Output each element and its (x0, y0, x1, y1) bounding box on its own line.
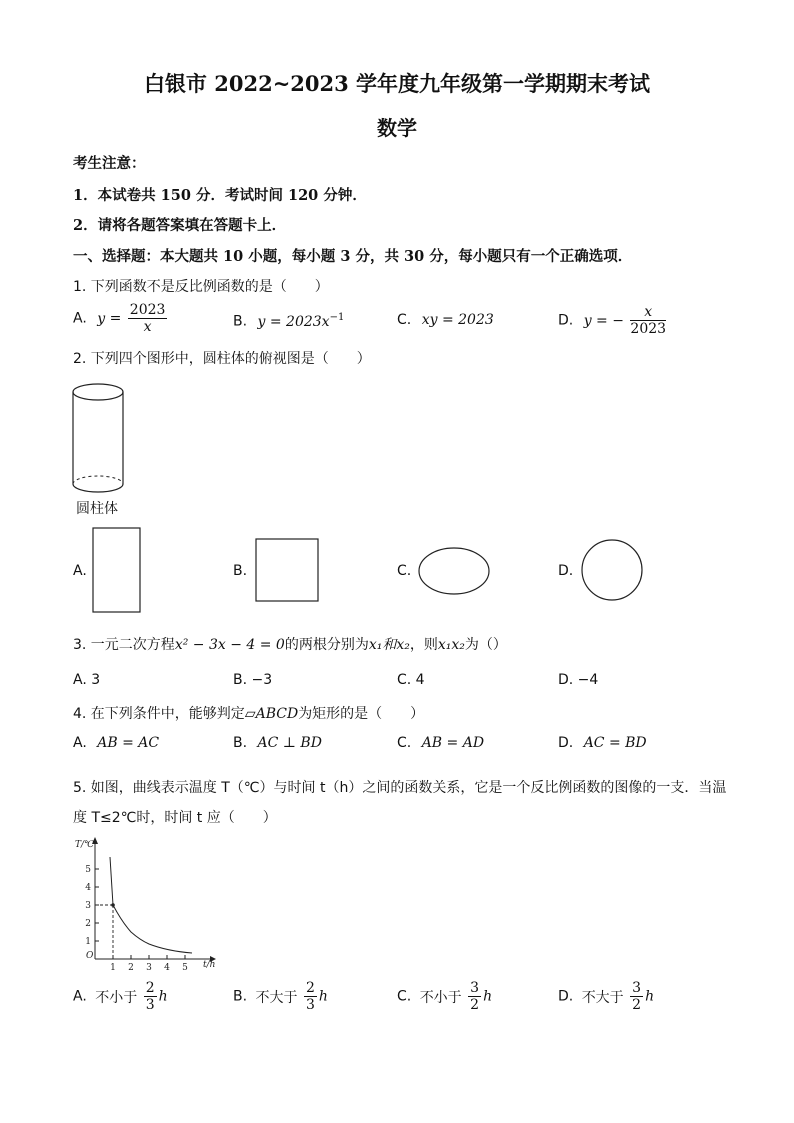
q2-stem: 2. 下列四个图形中，圆柱体的俯视图是（ ） (73, 351, 371, 367)
graph-origin-label: O (86, 951, 94, 961)
graph-x-tick: 1 (110, 963, 116, 970)
graph-y-tick: 1 (85, 937, 91, 947)
q2-option-d-circle (580, 538, 646, 604)
graph-x-axis-label: t/h (203, 960, 216, 970)
notice-heading: 考生注意： (73, 155, 146, 172)
q3-option-c: C. 4 (397, 672, 425, 688)
q5-stem-line1: 5. 如图，曲线表示温度 T（℃）与时间 t（h）之间的函数关系，它是一个反比例函数的图像的一支．当温 (73, 780, 727, 796)
graph-y-tick: 3 (85, 901, 91, 911)
q5-temperature-graph (70, 832, 220, 970)
q3-option-a: A. 3 (73, 672, 101, 688)
q5-option-a: A. 不小于 $\frac{2}{3}$ h (73, 980, 168, 1013)
q2-option-b-label: B. (233, 563, 248, 579)
q1-stem: 1. 下列函数不是反比例函数的是（ ） (73, 279, 329, 295)
q4-option-b: B. AC ⊥ BD (233, 735, 322, 751)
cylinder-figure (66, 378, 136, 498)
q2-option-a-rectangle (92, 527, 144, 615)
q2-option-c-ellipse (417, 546, 493, 598)
q5-stem-line2: 度 T≤2℃时，时间 t 应（ ） (73, 810, 277, 826)
q2-option-b-square (255, 538, 321, 604)
q1-option-b: B. $y = 2023x^{-1}$ (233, 312, 345, 330)
subject-title: 数学 (377, 116, 417, 140)
q1-option-a: A. y = $\frac{2023}{x}$ (73, 302, 166, 335)
q2-option-d-label: D. (558, 563, 574, 579)
q3-stem: 3. 一元二次方程x² − 3x − 4 = 0的两根分别为x₁和x₂，则x₁x₂为（） (73, 637, 507, 653)
graph-y-tick: 2 (85, 919, 91, 929)
graph-x-tick: 5 (182, 963, 188, 970)
q4-option-a: A. AB = AC (73, 735, 160, 751)
q2-option-c-label: C. (397, 563, 412, 579)
q2-option-a-label: A. (73, 563, 87, 579)
graph-y-tick: 5 (85, 865, 91, 875)
notice-item-2: 2．请将各题答案填在答题卡上． (73, 217, 287, 234)
graph-y-tick: 4 (85, 883, 91, 893)
q4-option-d: D. AC = BD (558, 735, 647, 751)
q5-option-d: D. 不大于 $\frac{3}{2}$ h (558, 980, 655, 1013)
exam-title: 白银市 2022~2023 学年度九年级第一学期期末考试 (143, 71, 651, 96)
graph-x-tick: 4 (164, 963, 170, 970)
cylinder-caption: 圆柱体 (76, 501, 118, 517)
q5-option-b: B. 不大于 $\frac{2}{3}$ h (233, 980, 328, 1013)
graph-x-tick: 3 (146, 963, 152, 970)
q3-option-d: D. −4 (558, 672, 599, 688)
graph-x-tick: 2 (128, 963, 134, 970)
q1-option-d: D. y = − $\frac{x}{2023}$ (558, 304, 667, 337)
notice-item-1: 1．本试卷共 150 分．考试时间 120 分钟． (73, 187, 367, 204)
q1-option-c: C. xy = 2023 (397, 312, 494, 328)
q5-option-c: C. 不小于 $\frac{3}{2}$ h (397, 980, 493, 1013)
section-heading: 一、选择题：本大题共 10 小题，每小题 3 分，共 30 分，每小题只有一个正确选项． (73, 248, 633, 265)
q4-stem: 4. 在下列条件中，能够判定▱ABCD为矩形的是（ ） (73, 706, 425, 722)
q3-option-b: B. −3 (233, 672, 273, 688)
graph-y-axis-label: T/℃ (75, 840, 95, 850)
q4-option-c: C. AB = AD (397, 735, 485, 751)
